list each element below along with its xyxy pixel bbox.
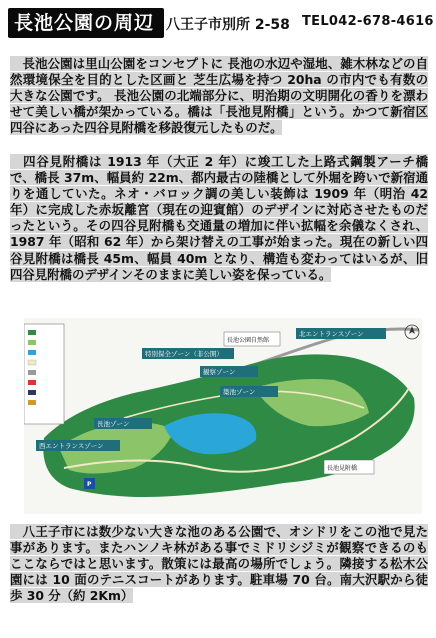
telephone: TEL042-678-4616 xyxy=(302,14,434,29)
parking-label: P xyxy=(87,481,92,488)
zone-pond-label: 築池ゾーン xyxy=(223,388,256,396)
paragraph-notes-text: 八王子市には数少ない大きな池のある公園で、オシドリをこの池で見た事があります。またハンノキ林がある事でミドリシジミが観察できるのもここならではと思います。散策には最高の場所でしょう。隣接する松木公園には 10 面のテニスコートがあります。駐車場 70 台。南大沢駅から徒歩 30 分（約 2Km） xyxy=(10,524,428,604)
paragraph-history-text: 四谷見附橋は 1913 年（大正 2 年）に竣工した上路式鋼製アーチ橋で、橋長 37m、幅員約 22m、都内最古の陸橋として外堀を跨いで新宿通りを通していた。ネオ・バロック調の美しい装飾は 1909 年（明治 42 年）に完成した赤坂離宮（現在の迎賓館）のデザインに対応させたものだったという。その四谷見附橋も交通量の増加に伴い拡幅を余儀なくされ、1987 年（昭和 62 年）から架け替えの工事が始まった。現在の新しい四谷見附橋は橋長 45m、幅員 40m となり、構造も変わってはいるが、旧四谷見附橋のデザインそのままに美しい姿を保っている。 xyxy=(10,154,428,282)
page-title: 長池公園の周辺 xyxy=(8,8,164,38)
zone-west-label: 西エントランスゾーン xyxy=(39,442,104,450)
address: 八王子市別所 2-58 xyxy=(166,17,290,33)
paragraph-intro-text: 長池公園は里山公園をコンセプトに 長池の水辺や湿地、雑木林などの自然環境保全を目的とした区画と 芝生広場を持つ 20ha の市内でも有数の大きな公園です。 長池公園の北端部分に、明治期の文明開化の香りを漂わせて美しい橋が架かっている。橋は「長池見附橋」という。かつて新宿区四谷にあった四谷見附橋を移設復元したものだ。 xyxy=(10,56,428,136)
zone-north-label: 北エントランスゾーン xyxy=(299,330,364,338)
paragraph-notes xyxy=(10,524,428,604)
zone-observe-label: 観察ゾーン xyxy=(203,368,236,376)
paragraph-history xyxy=(10,154,428,283)
zone-special-label: 特別保全ゾーン（非公開） xyxy=(145,350,223,358)
paragraph-intro xyxy=(10,56,428,136)
nature-hall-label: 長池公園自然館 xyxy=(227,337,270,344)
zone-nagaike-label: 長池ゾーン xyxy=(97,420,130,428)
bridge-label: 長池見附橋 xyxy=(327,465,358,472)
park-map xyxy=(24,318,422,514)
